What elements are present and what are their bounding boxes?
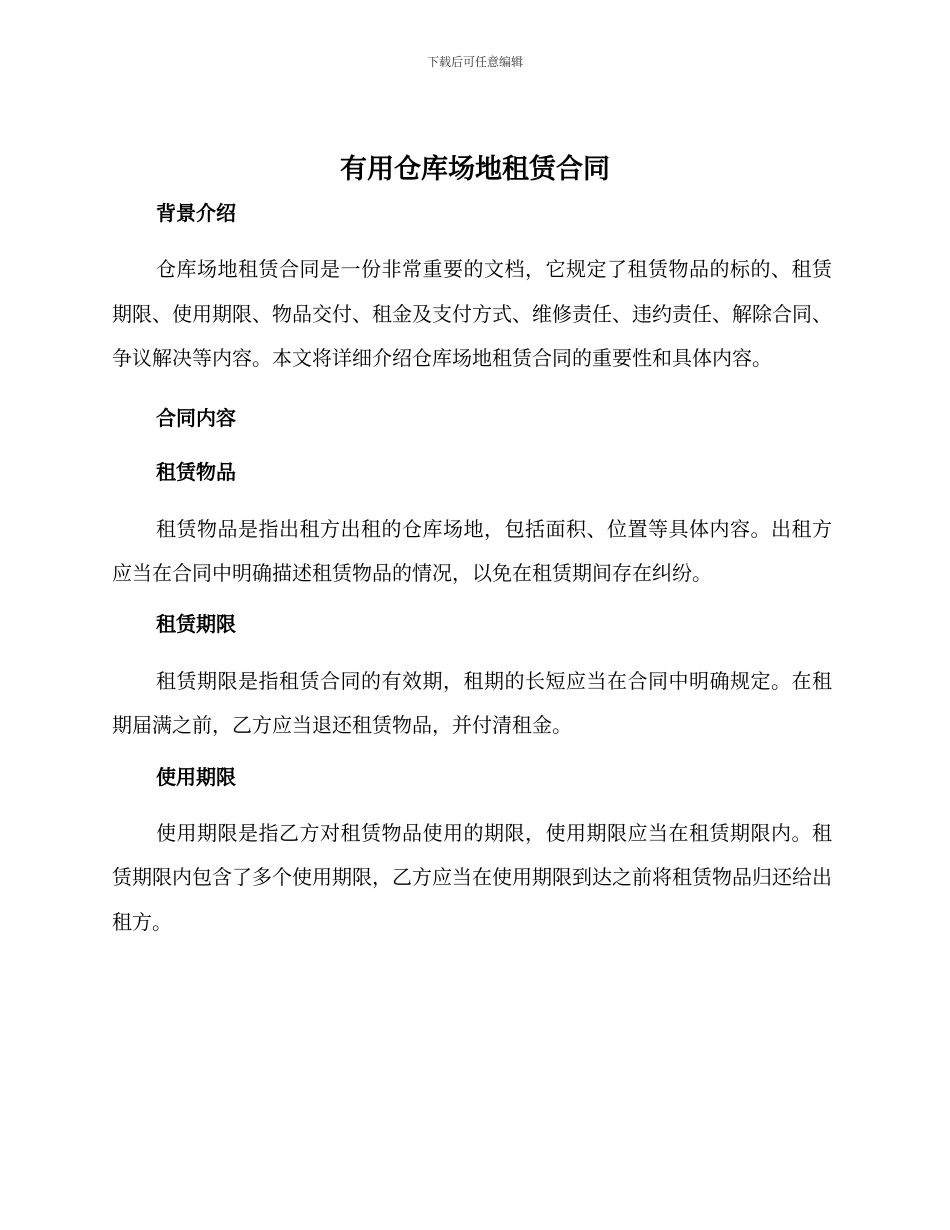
section-paragraph-usage-term: 使用期限是指乙方对租赁物品使用的期限，使用期限应当在租赁期限内。租赁期限内包含了多个使用期限，乙方应当在使用期限到达之前将租赁物品归还给出租方。 [112, 820, 832, 934]
section-heading-background: 背景介绍 [156, 201, 236, 225]
section-heading-usage-term: 使用期限 [156, 764, 236, 789]
section-paragraph-lease-term: 租赁期限是指租赁合同的有效期，租期的长短应当在合同中明确规定。在租期届满之前，乙方应当退还租赁物品，并付清租金。 [112, 668, 832, 737]
document-body [112, 196, 832, 944]
section-paragraph-leased-item: 租赁物品是指出租方出租的仓库场地，包括面积、位置等具体内容。出租方应当在合同中明确描述租赁物品的情况，以免在租赁期间存在纠纷。 [112, 516, 832, 585]
section-heading-contract-content: 合同内容 [156, 405, 236, 430]
document-title: 有用仓库场地租赁合同 [340, 154, 610, 185]
page-header-note: 下载后可任意编辑 [426, 55, 523, 69]
section-paragraph-background: 仓库场地租赁合同是一份非常重要的文档，它规定了租赁物品的标的、租赁期限、使用期限、物品交付、租金及支付方式、维修责任、违约责任、解除合同、争议解决等内容。本文将详细介绍仓库场地租赁合同的重要性和具体内容。 [112, 257, 832, 370]
section-heading-lease-term: 租赁期限 [156, 611, 236, 636]
section-heading-leased-item: 租赁物品 [156, 459, 236, 484]
